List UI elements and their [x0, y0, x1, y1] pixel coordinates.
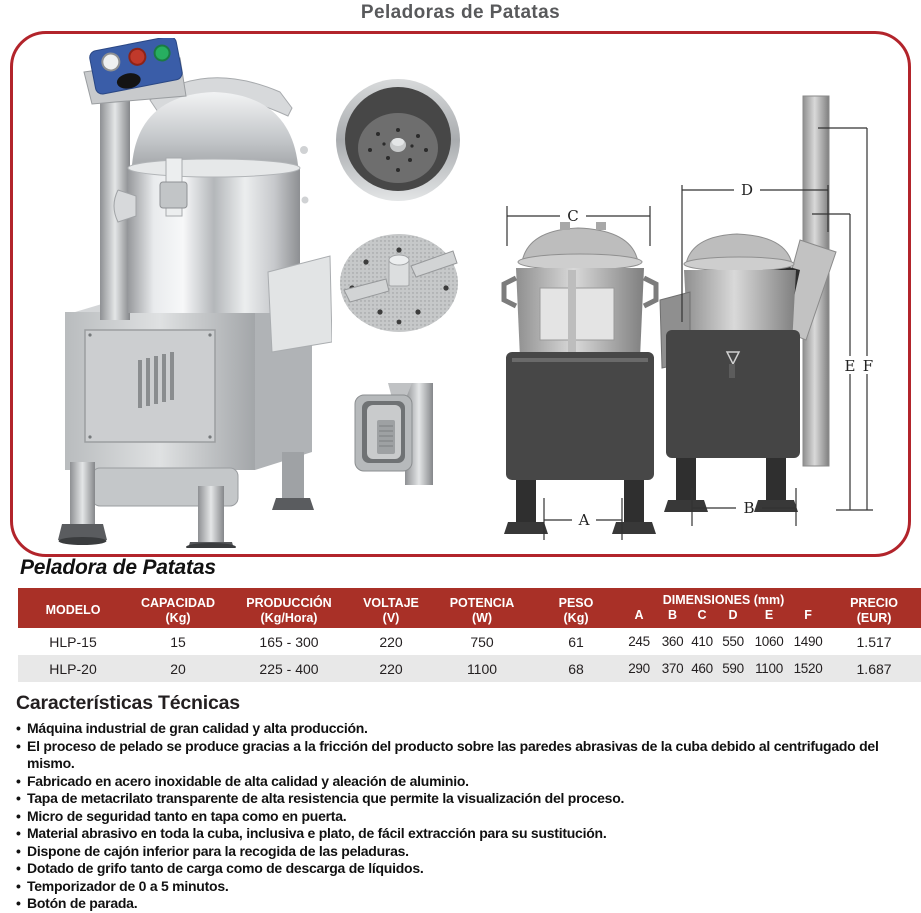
product-image-panel — [10, 31, 911, 557]
list-item: • Material abrasivo en toda la cuba, inclusiva e plato, de fácil extracción para su sustitución. — [16, 825, 607, 841]
list-item: • Dotado de grifo tanto de carga como de descarga de líquidos. — [16, 860, 424, 876]
dim-label-c: C — [567, 207, 579, 225]
cell-modelo: HLP-15 — [49, 633, 97, 650]
dimension-drawings — [470, 85, 915, 550]
dim-label-e: E — [844, 357, 856, 375]
dim-label-a: A — [578, 511, 590, 529]
dim-col-d: D — [717, 608, 749, 628]
page-title: Peladoras de Patatas — [360, 2, 561, 23]
drawing-machine-2 — [660, 96, 836, 512]
spec-table — [18, 588, 921, 682]
col-header-voltaje: VOLTAJE (V) — [350, 588, 432, 628]
drawing-machine-1 — [504, 222, 656, 534]
list-item: • Fabricado en acero inoxidable de alta calidad y aleación de aluminio. — [16, 772, 469, 789]
dim-col-c: C — [687, 608, 717, 628]
list-item: • Micro de seguridad tanto en tapa como en puerta. — [16, 807, 347, 824]
tap-detail-photo — [350, 383, 452, 485]
machine-control-head — [84, 38, 186, 104]
list-item: • Botón de parada. — [16, 895, 138, 911]
table-row: HLP-15 15 165 - 300 220 750 61 245 360 410 550 1060 1490 1.517 — [18, 628, 921, 655]
list-item: • Tapa de metacrilato transparente de alta resistencia que permite la visualización del proceso. — [16, 790, 625, 806]
dim-label-f: F — [862, 357, 874, 375]
dim-col-b: B — [658, 608, 687, 628]
dim-label-b: B — [743, 499, 755, 517]
list-item: • Dispone de cajón inferior para la recogida de las peladuras. — [16, 842, 409, 859]
col-header-precio: PRECIO (EUR) — [827, 588, 921, 628]
col-header-peso: PESO (Kg) — [532, 588, 620, 628]
abrasive-disc-photo — [336, 230, 462, 336]
table-row: HLP-20 20 225 - 400 220 1100 68 290 370 460 590 1100 1520 1.687 — [18, 655, 921, 682]
dim-col-e: E — [749, 608, 789, 628]
col-header-produccion: PRODUCCIÓN (Kg/Hora) — [228, 588, 350, 628]
drum-top-view-photo — [333, 76, 463, 208]
machine-photo — [42, 38, 332, 548]
table-header — [18, 588, 921, 628]
col-header-capacidad: CAPACIDAD (Kg) — [128, 588, 228, 628]
list-item: • El proceso de pelado se produce gracias a la fricción del producto sobre las paredes abrasivas de la cuba debido al centrifugado del mismo. — [16, 737, 879, 771]
dim-col-f: F — [789, 608, 827, 628]
features-heading: Características Técnicas — [16, 692, 240, 714]
col-header-potencia: POTENCIA (W) — [432, 588, 532, 628]
features-list — [16, 720, 912, 913]
cell-modelo: HLP-20 — [18, 655, 128, 682]
list-item: • Temporizador de 0 a 5 minutos. — [16, 877, 229, 894]
section-title: Peladora de Patatas — [20, 556, 216, 579]
features-section — [16, 692, 912, 913]
dim-col-a: A — [620, 608, 658, 628]
machine-drum-body — [114, 78, 332, 352]
dim-label-d: D — [740, 181, 754, 199]
col-header-dimensiones: DIMENSIONES (mm) — [620, 588, 827, 608]
list-item: • Máquina industrial de gran calidad y alta producción. — [16, 720, 368, 736]
col-header-modelo: MODELO — [18, 588, 128, 628]
